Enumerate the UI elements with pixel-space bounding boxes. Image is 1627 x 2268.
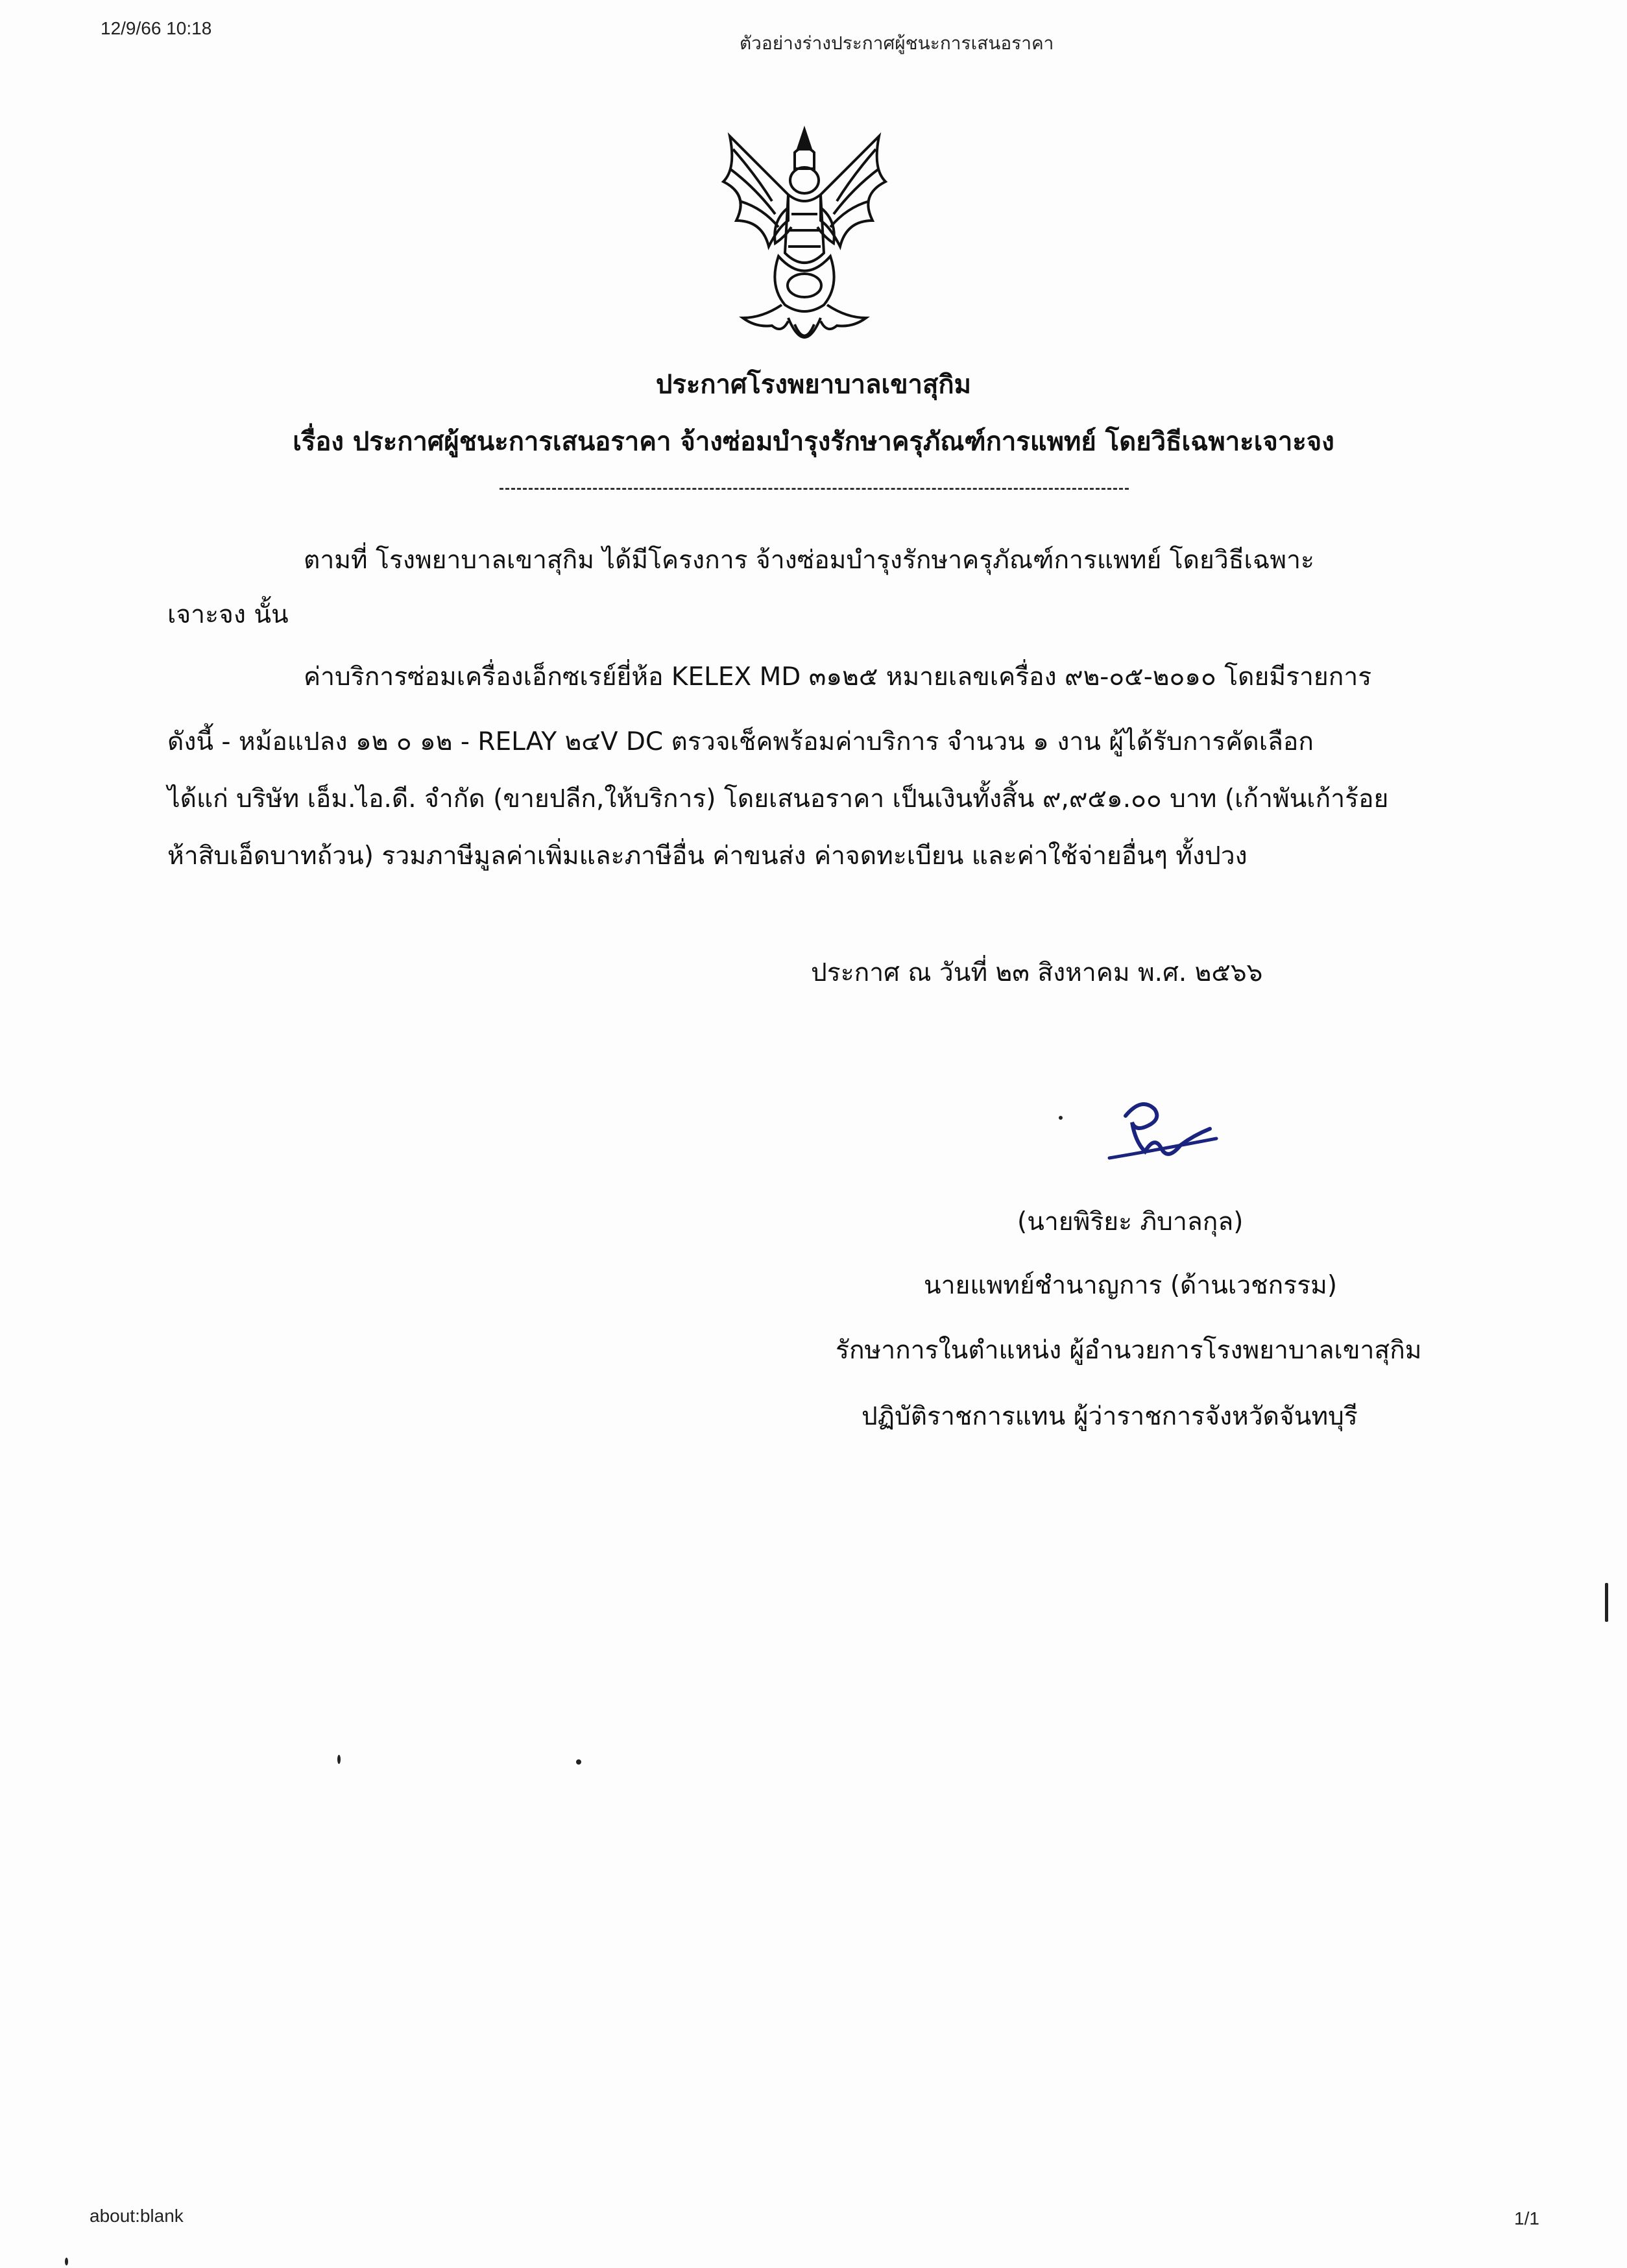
paragraph1-line1: ตามที่ โรงพยาบาลเขาสุกิม ได้มีโครงการ จ้างซ่อมบำรุงรักษาครุภัณฑ์การแพทย์ โดยวิธีเฉพาะ [304,546,1314,575]
signatory-position-1: นายแพทย์ชำนาญการ (ด้านเวชกรรม) [924,1271,1338,1300]
document-subject: เรื่อง ประกาศผู้ชนะการเสนอราคา จ้างซ่อมบำรุงรักษาครุภัณฑ์การแพทย์ โดยวิธีเฉพาะเจาะจง [293,427,1334,457]
signatory-position-2: รักษาการในตำแหน่ง ผู้อำนวยการโรงพยาบาลเขาสุกิม [836,1336,1422,1365]
print-page-title: ตัวอย่างร่างประกาศผู้ชนะการเสนอราคา [740,32,1054,54]
signatory-position-3: ปฏิบัติราชการแทน ผู้ว่าราชการจังหวัดจันทบุรี [862,1402,1358,1431]
garuda-emblem-icon [710,123,898,357]
scan-speck [576,1759,581,1765]
scan-speck [337,1755,341,1764]
paragraph2-line1: ค่าบริการซ่อมเครื่องเอ็กซเรย์ยี่ห้อ KELEX MD ๓๑๒๕ หมายเลขเครื่อง ๙๒-๐๕-๒๐๑๐ โดยมีรายการ [304,662,1372,692]
print-footer-url: about:blank [90,2206,184,2226]
scan-speck [1059,1116,1063,1120]
handwritten-signature-icon [1096,1090,1226,1174]
scan-speck [65,2258,68,2265]
signatory-name: (นายพิริยะ ภิบาลกุล) [1017,1207,1244,1237]
announce-date: ประกาศ ณ วันที่ ๒๓ สิงหาคม พ.ศ. ๒๕๖๖ [811,958,1263,987]
scan-speck [1605,1583,1608,1622]
paragraph2-line4: ห้าสิบเอ็ดบาทถ้วน) รวมภาษีมูลค่าเพิ่มและภาษีอื่น ค่าขนส่ง ค่าจดทะเบียน และค่าใช้จ่ายอื่นๆ ทั้งปวง [167,841,1247,871]
paragraph1-line2: เจาะจง นั้น [167,600,289,629]
print-datetime: 12/9/66 10:18 [101,18,212,38]
document-title: ประกาศโรงพยาบาลเขาสุกิม [655,370,972,400]
paragraph2-line3: ได้แก่ บริษัท เอ็ม.ไอ.ดี. จำกัด (ขายปลีก,ให้บริการ) โดยเสนอราคา เป็นเงินทั้งสิ้น ๙,๙๕๑.๐๐ บาท (เก้าพันเก้าร้อย [167,784,1389,814]
title-divider [500,488,1129,490]
print-page-number: 1/1 [1514,2208,1539,2228]
paragraph2-line2: ดังนี้ - หม้อแปลง ๑๒ ๐ ๑๒ - RELAY ๒๔V DC ตรวจเช็คพร้อมค่าบริการ จำนวน ๑ งาน ผู้ได้รับการคัดเลือก [167,727,1314,756]
